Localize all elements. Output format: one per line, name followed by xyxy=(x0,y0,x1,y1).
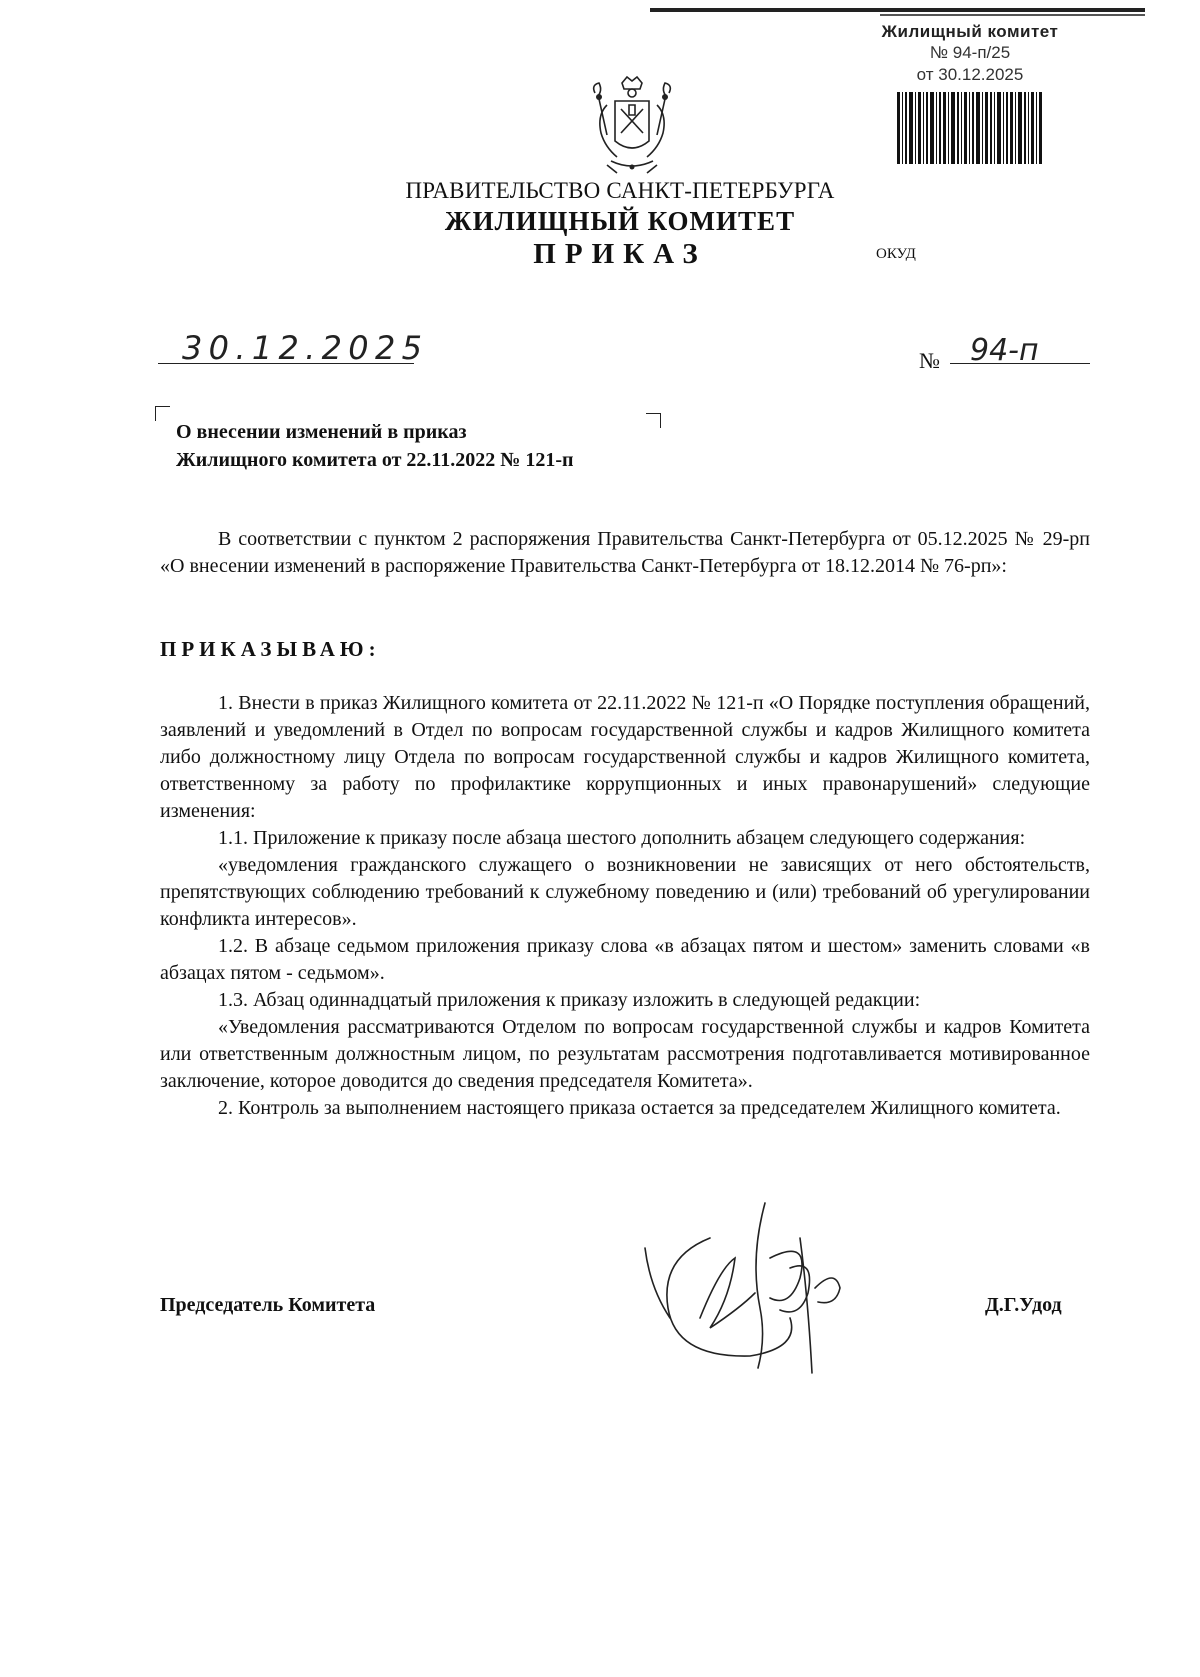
document-type: ПРИКАЗ xyxy=(533,238,707,270)
decree-heading: ПРИКАЗЫВАЮ: xyxy=(160,637,381,661)
paragraph-1-2: 1.2. В абзаце седьмом приложения приказу слова «в абзацах пятом и шестом» заменить словами «в абзацах пятом - седьмом». xyxy=(160,935,1090,984)
svg-text:30.12.2025: 30.12.2025 xyxy=(182,329,422,367)
government-name: ПРАВИТЕЛЬСТВО САНКТ-ПЕТЕРБУРГА xyxy=(405,178,835,203)
subject-line-2: Жилищного комитета от 22.11.2022 № 121-п xyxy=(176,449,574,471)
subject-line-1: О внесении изменений в приказ xyxy=(176,421,467,443)
top-rule-secondary xyxy=(880,14,1145,16)
signatory-title: Председатель Комитета xyxy=(160,1294,376,1316)
committee-name: ЖИЛИЩНЫЙ КОМИТЕТ xyxy=(444,206,796,236)
preamble-paragraph: В соответствии с пунктом 2 распоряжения Правительства Санкт-Петербурга от 05.12.2025 № 29-рп «О внесении изменений в распоряжение Правительства Санкт-Петербурга от 18.12.2014 № 76-рп»: xyxy=(160,528,1090,577)
top-rule xyxy=(650,8,1145,12)
number-underline xyxy=(950,363,1090,364)
paragraph-2: 2. Контроль за выполнением настоящего приказа остается за председателем Жилищного комитета. xyxy=(218,1097,1061,1119)
stamp-date: от 30.12.2025 xyxy=(916,65,1024,84)
handwritten-signature xyxy=(640,1198,890,1378)
registration-stamp xyxy=(860,22,1080,86)
stamp-title: Жилищный комитет xyxy=(881,22,1059,41)
subject-bracket-right xyxy=(646,413,661,428)
subject-bracket-left xyxy=(155,406,170,421)
stamp-number: № 94-п/25 xyxy=(929,43,1011,62)
handwritten-number xyxy=(968,330,1058,370)
paragraph-1-3: 1.3. Абзац одиннадцатый приложения к приказу изложить в следующей редакции: xyxy=(218,989,921,1011)
barcode xyxy=(897,92,1043,164)
order-body xyxy=(160,690,1090,1122)
number-sign: № xyxy=(919,348,940,373)
document-subject xyxy=(176,418,574,474)
paragraph-1-3-quote: «Уведомления рассматриваются Отделом по вопросам государственной службы и кадров Комитета или ответственным должностным лицом, по результатам рассмотрения подготавливается мотивированное заключение, которое доводится до сведения председателя Комитета». xyxy=(160,1016,1090,1092)
preamble-block xyxy=(160,526,1090,580)
signatory-name: Д.Г.Удод xyxy=(985,1294,1062,1316)
paragraph-1: 1. Внести в приказ Жилищного комитета от 22.11.2022 № 121-п «О Порядке поступления обращений, заявлений и уведомлений в Отдел по вопросам государственной службы и кадров Жилищного комитета либо должностному лицу Отдела по вопросам государственной службы и кадров Жилищного комитета, ответственному за работу по профилактике коррупционных и иных правонарушений» следующие изменения: xyxy=(160,692,1090,822)
paragraph-1-1: 1.1. Приложение к приказу после абзаца шестого дополнить абзацем следующего содержания: xyxy=(218,827,1026,849)
paragraph-1-1-quote: «уведомления гражданского служащего о возникновении не зависящих от него обстоятельств, препятствующих соблюдению требований к служебному поведению и (или) требований об урегулировании конфликта интересов». xyxy=(160,854,1090,930)
coat-of-arms-emblem xyxy=(577,75,687,180)
date-underline xyxy=(158,363,414,364)
handwritten-date xyxy=(180,327,430,367)
okud-label: ОКУД xyxy=(876,246,916,262)
svg-text:94-п: 94-п xyxy=(970,333,1039,368)
